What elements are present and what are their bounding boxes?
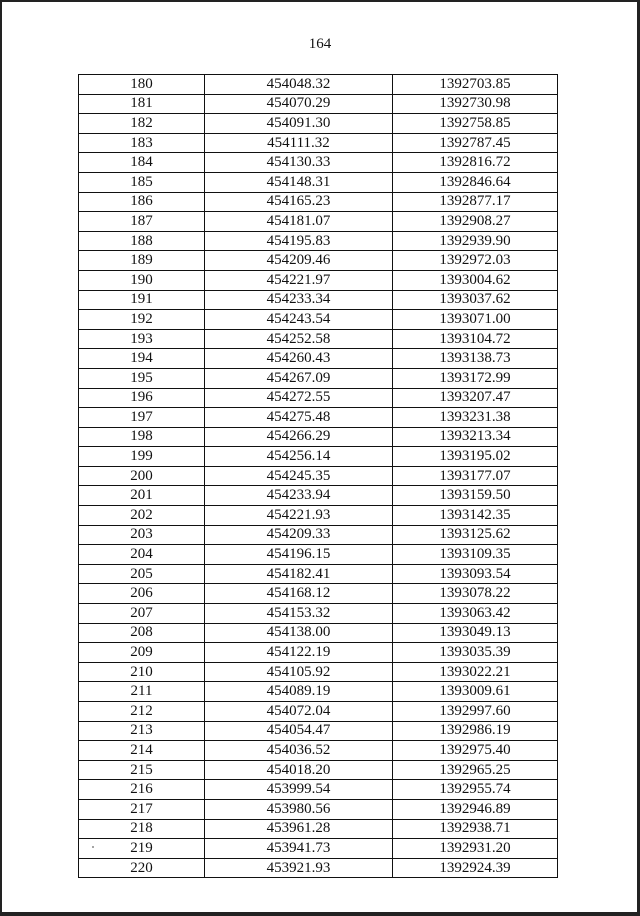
table-row <box>79 172 558 192</box>
y-coordinate-cell: 1392997.60 <box>393 702 558 722</box>
y-coordinate-cell: 1393004.62 <box>393 270 558 290</box>
x-coordinate-cell: 454168.12 <box>205 584 393 604</box>
y-coordinate-cell: 1393177.07 <box>393 466 558 486</box>
table-row <box>79 721 558 741</box>
table-row <box>79 192 558 212</box>
x-coordinate-cell: 454209.46 <box>205 251 393 271</box>
point-number-cell: 190 <box>79 270 205 290</box>
table-row <box>79 604 558 624</box>
point-number-cell: 191 <box>79 290 205 310</box>
point-number-cell: 204 <box>79 545 205 565</box>
point-number-cell: 200 <box>79 466 205 486</box>
x-coordinate-cell: 454091.30 <box>205 114 393 134</box>
table-row <box>79 408 558 428</box>
point-number-cell: 192 <box>79 310 205 330</box>
x-coordinate-cell: 454089.19 <box>205 682 393 702</box>
table-row <box>79 114 558 134</box>
x-coordinate-cell: 454221.97 <box>205 270 393 290</box>
point-number-cell: 197 <box>79 408 205 428</box>
y-coordinate-cell: 1392816.72 <box>393 153 558 173</box>
scan-speck <box>92 846 94 848</box>
x-coordinate-cell: 454138.00 <box>205 623 393 643</box>
y-coordinate-cell: 1392730.98 <box>393 94 558 114</box>
x-coordinate-cell: 454195.83 <box>205 231 393 251</box>
y-coordinate-cell: 1392965.25 <box>393 760 558 780</box>
x-coordinate-cell: 454018.20 <box>205 760 393 780</box>
table-row <box>79 760 558 780</box>
y-coordinate-cell: 1393063.42 <box>393 604 558 624</box>
y-coordinate-cell: 1392939.90 <box>393 231 558 251</box>
point-number-cell: 181 <box>79 94 205 114</box>
point-number-cell: 188 <box>79 231 205 251</box>
table-row <box>79 525 558 545</box>
point-number-cell: 205 <box>79 564 205 584</box>
x-coordinate-cell: 454275.48 <box>205 408 393 428</box>
coordinate-table-body <box>79 75 558 878</box>
y-coordinate-cell: 1393172.99 <box>393 368 558 388</box>
x-coordinate-cell: 454252.58 <box>205 329 393 349</box>
point-number-cell: 184 <box>79 153 205 173</box>
table-row <box>79 270 558 290</box>
x-coordinate-cell: 453921.93 <box>205 858 393 878</box>
y-coordinate-cell: 1393159.50 <box>393 486 558 506</box>
point-number-cell: 217 <box>79 799 205 819</box>
point-number-cell: 207 <box>79 604 205 624</box>
y-coordinate-cell: 1392938.71 <box>393 819 558 839</box>
y-coordinate-cell: 1393078.22 <box>393 584 558 604</box>
point-number-cell: 196 <box>79 388 205 408</box>
point-number-cell: 194 <box>79 349 205 369</box>
point-number-cell: 213 <box>79 721 205 741</box>
y-coordinate-cell: 1393125.62 <box>393 525 558 545</box>
x-coordinate-cell: 454221.93 <box>205 506 393 526</box>
y-coordinate-cell: 1392787.45 <box>393 133 558 153</box>
y-coordinate-cell: 1392908.27 <box>393 212 558 232</box>
point-number-cell: 206 <box>79 584 205 604</box>
point-number-cell: 215 <box>79 760 205 780</box>
page-border-top <box>0 0 640 2</box>
x-coordinate-cell: 454260.43 <box>205 349 393 369</box>
x-coordinate-cell: 454243.54 <box>205 310 393 330</box>
table-row <box>79 741 558 761</box>
point-number-cell: 195 <box>79 368 205 388</box>
point-number-cell: 182 <box>79 114 205 134</box>
y-coordinate-cell: 1392975.40 <box>393 741 558 761</box>
x-coordinate-cell: 454267.09 <box>205 368 393 388</box>
x-coordinate-cell: 453980.56 <box>205 799 393 819</box>
x-coordinate-cell: 454165.23 <box>205 192 393 212</box>
x-coordinate-cell: 454048.32 <box>205 75 393 95</box>
table-row <box>79 133 558 153</box>
y-coordinate-cell: 1392703.85 <box>393 75 558 95</box>
table-row <box>79 290 558 310</box>
table-row <box>79 212 558 232</box>
x-coordinate-cell: 454036.52 <box>205 741 393 761</box>
table-row <box>79 545 558 565</box>
x-coordinate-cell: 454233.34 <box>205 290 393 310</box>
point-number-cell: 210 <box>79 662 205 682</box>
point-number-cell: 185 <box>79 172 205 192</box>
x-coordinate-cell: 454272.55 <box>205 388 393 408</box>
table-row <box>79 799 558 819</box>
page-border-bottom <box>0 912 640 916</box>
y-coordinate-cell: 1392955.74 <box>393 780 558 800</box>
y-coordinate-cell: 1393071.00 <box>393 310 558 330</box>
y-coordinate-cell: 1392931.20 <box>393 839 558 859</box>
point-number-cell: 209 <box>79 643 205 663</box>
point-number-cell: 214 <box>79 741 205 761</box>
point-number-cell: 198 <box>79 427 205 447</box>
point-number-cell: 183 <box>79 133 205 153</box>
point-number-cell: 187 <box>79 212 205 232</box>
x-coordinate-cell: 454153.32 <box>205 604 393 624</box>
x-coordinate-cell: 453961.28 <box>205 819 393 839</box>
y-coordinate-cell: 1392877.17 <box>393 192 558 212</box>
table-row <box>79 858 558 878</box>
x-coordinate-cell: 454105.92 <box>205 662 393 682</box>
coordinate-table <box>78 74 558 878</box>
y-coordinate-cell: 1392986.19 <box>393 721 558 741</box>
table-row <box>79 466 558 486</box>
table-row <box>79 368 558 388</box>
y-coordinate-cell: 1393049.13 <box>393 623 558 643</box>
table-row <box>79 447 558 467</box>
table-row <box>79 506 558 526</box>
table-row <box>79 349 558 369</box>
y-coordinate-cell: 1392924.39 <box>393 858 558 878</box>
y-coordinate-cell: 1393138.73 <box>393 349 558 369</box>
y-coordinate-cell: 1392758.85 <box>393 114 558 134</box>
table-row <box>79 623 558 643</box>
point-number-cell: 201 <box>79 486 205 506</box>
table-row <box>79 780 558 800</box>
table-row <box>79 564 558 584</box>
x-coordinate-cell: 454054.47 <box>205 721 393 741</box>
point-number-cell: 180 <box>79 75 205 95</box>
x-coordinate-cell: 454070.29 <box>205 94 393 114</box>
point-number-cell: 193 <box>79 329 205 349</box>
point-number-cell: 220 <box>79 858 205 878</box>
y-coordinate-cell: 1393035.39 <box>393 643 558 663</box>
point-number-cell: 218 <box>79 819 205 839</box>
table-row <box>79 486 558 506</box>
table-row <box>79 310 558 330</box>
point-number-cell: 202 <box>79 506 205 526</box>
point-number-cell: 203 <box>79 525 205 545</box>
y-coordinate-cell: 1392846.64 <box>393 172 558 192</box>
table-row <box>79 702 558 722</box>
table-row <box>79 329 558 349</box>
table-row <box>79 662 558 682</box>
page-border-left <box>0 0 2 916</box>
x-coordinate-cell: 454072.04 <box>205 702 393 722</box>
y-coordinate-cell: 1393213.34 <box>393 427 558 447</box>
point-number-cell: 199 <box>79 447 205 467</box>
point-number-cell: 219 <box>79 839 205 859</box>
x-coordinate-cell: 454148.31 <box>205 172 393 192</box>
point-number-cell: 216 <box>79 780 205 800</box>
y-coordinate-cell: 1393104.72 <box>393 329 558 349</box>
y-coordinate-cell: 1393022.21 <box>393 662 558 682</box>
table-row <box>79 251 558 271</box>
table-row <box>79 94 558 114</box>
y-coordinate-cell: 1393009.61 <box>393 682 558 702</box>
y-coordinate-cell: 1392946.89 <box>393 799 558 819</box>
x-coordinate-cell: 454182.41 <box>205 564 393 584</box>
x-coordinate-cell: 454196.15 <box>205 545 393 565</box>
y-coordinate-cell: 1393093.54 <box>393 564 558 584</box>
table-row <box>79 584 558 604</box>
point-number-cell: 212 <box>79 702 205 722</box>
x-coordinate-cell: 454245.35 <box>205 466 393 486</box>
point-number-cell: 208 <box>79 623 205 643</box>
y-coordinate-cell: 1392972.03 <box>393 251 558 271</box>
table-row <box>79 427 558 447</box>
x-coordinate-cell: 454209.33 <box>205 525 393 545</box>
y-coordinate-cell: 1393109.35 <box>393 545 558 565</box>
table-row <box>79 153 558 173</box>
table-row <box>79 682 558 702</box>
x-coordinate-cell: 453941.73 <box>205 839 393 859</box>
y-coordinate-cell: 1393231.38 <box>393 408 558 428</box>
table-row <box>79 819 558 839</box>
x-coordinate-cell: 453999.54 <box>205 780 393 800</box>
x-coordinate-cell: 454111.32 <box>205 133 393 153</box>
point-number-cell: 186 <box>79 192 205 212</box>
x-coordinate-cell: 454266.29 <box>205 427 393 447</box>
x-coordinate-cell: 454256.14 <box>205 447 393 467</box>
page-number: 164 <box>308 36 332 52</box>
table-row <box>79 388 558 408</box>
x-coordinate-cell: 454130.33 <box>205 153 393 173</box>
y-coordinate-cell: 1393207.47 <box>393 388 558 408</box>
table-row <box>79 231 558 251</box>
y-coordinate-cell: 1393037.62 <box>393 290 558 310</box>
point-number-cell: 211 <box>79 682 205 702</box>
point-number-cell: 189 <box>79 251 205 271</box>
table-row <box>79 75 558 95</box>
x-coordinate-cell: 454122.19 <box>205 643 393 663</box>
table-row <box>79 643 558 663</box>
table-row <box>79 839 558 859</box>
y-coordinate-cell: 1393195.02 <box>393 447 558 467</box>
y-coordinate-cell: 1393142.35 <box>393 506 558 526</box>
x-coordinate-cell: 454181.07 <box>205 212 393 232</box>
x-coordinate-cell: 454233.94 <box>205 486 393 506</box>
